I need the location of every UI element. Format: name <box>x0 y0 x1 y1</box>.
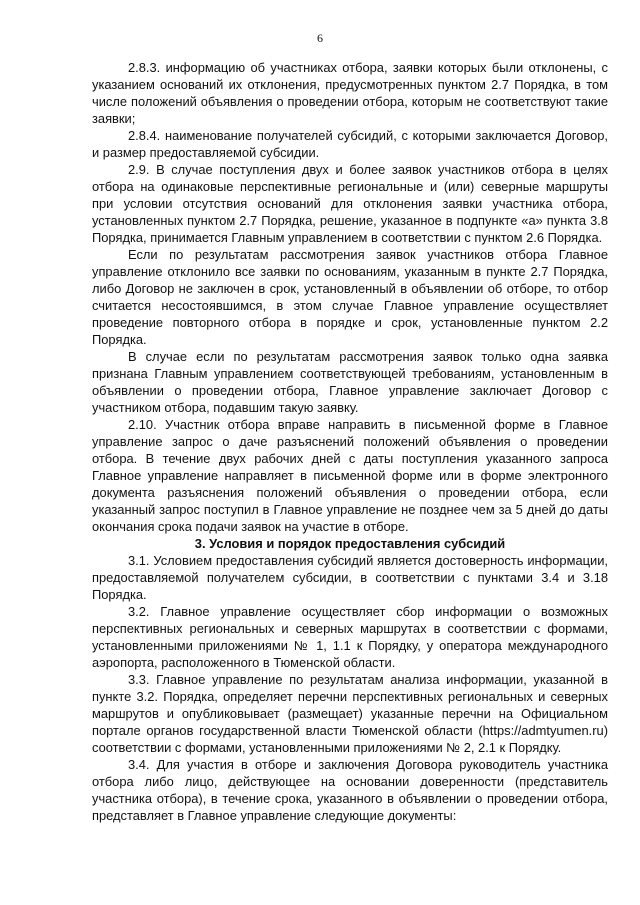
section-heading: 3. Условия и порядок предоставления субсидий <box>194 536 506 551</box>
paragraph-2-10: 2.10. Участник отбора вправе направить в письменной форме в Главное управление запрос о даче разъяснений положений объявления о проведении отбора. В течение двух рабочих дней с даты поступления указанного запроса Главное управление направляет в письменной форме или в форме электронного документа разъяснения положений объявления о проведении отбора, если указанный запрос поступил в Главное управление не позднее чем за 5 дней до даты окончания срока подачи заявок на участие в отборе. <box>92 417 608 534</box>
paragraph-3-3: 3.3. Главное управление по результатам анализа информации, указанной в пункте 3.2. Порядка, определяет перечни перспективных региональных и северных маршрутов и опубликовывает (размещает) указанные перечни на Официальном портале органов государственной власти Тюменской области (https://admtyumen.ru) соответствии с формами, установленными приложениями № 2, 2.1 к Порядку. <box>92 672 608 755</box>
paragraph-2-8-3: 2.8.3. информацию об участниках отбора, заявки которых были отклонены, с указанием оснований их отклонения, предусмотренных пунктом 2.7 Порядка, в том числе положений объявления о проведении отбора, которым не соответствуют такие заявки; <box>92 60 608 126</box>
paragraph-3-2: 3.2. Главное управление осуществляет сбор информации о возможных перспективных региональных и северных маршрутах в соответствии с формами, установленными приложениями № 1, 1.1 к Порядку, у оператора международного аэропорта, расположенного в Тюменской области. <box>92 604 608 670</box>
paragraph-2-9-rejected: Если по результатам рассмотрения заявок участников отбора Главное управление отклонило все заявки по основаниям, указанным в пункте 2.7 Порядка, либо Договор не заключен в срок, установленный в объявлении об отборе, то отбор считается несостоявшимся, в этом случае Главное управление осуществляет проведение повторного отбора в порядке и срок, установленные пунктом 2.2 Порядка. <box>92 247 608 347</box>
document-body <box>92 59 608 824</box>
paragraph-2-9: 2.9. В случае поступления двух и более заявок участников отбора в целях отбора на одинаковые перспективные региональные и (или) северные маршруты при условии отсутствия оснований для отклонения заявки участника отбора, установленных пунктом 2.7 Порядка, решение, указанное в подпункте «а» пункта 3.8 Порядка, принимается Главным управлением в соответствии с пунктом 2.6 Порядка. <box>92 162 608 245</box>
page-number: 6 <box>317 31 323 45</box>
paragraph-2-8-4: 2.8.4. наименование получателей субсидий, с которыми заключается Договор, и размер предоставляемой субсидии. <box>92 128 608 160</box>
paragraph-2-9-single: В случае если по результатам рассмотрения заявок только одна заявка признана Главным управлением соответствующей требованиям, установленным в объявлении о проведении отбора, Главное управление заключает Договор с участником отбора, подавшим такую заявку. <box>92 349 608 415</box>
paragraph-3-4: 3.4. Для участия в отборе и заключения Договора руководитель участника отбора либо лицо, действующее на основании доверенности (представитель участника отбора), в течение срока, указанного в объявлении о проведении отбора, представляет в Главное управление следующие документы: <box>92 757 608 823</box>
paragraph-3-1: 3.1. Условием предоставления субсидий является достоверность информации, предоставляемой получателем субсидии, в соответствии с пунктами 3.4 и 3.18 Порядка. <box>92 553 608 602</box>
